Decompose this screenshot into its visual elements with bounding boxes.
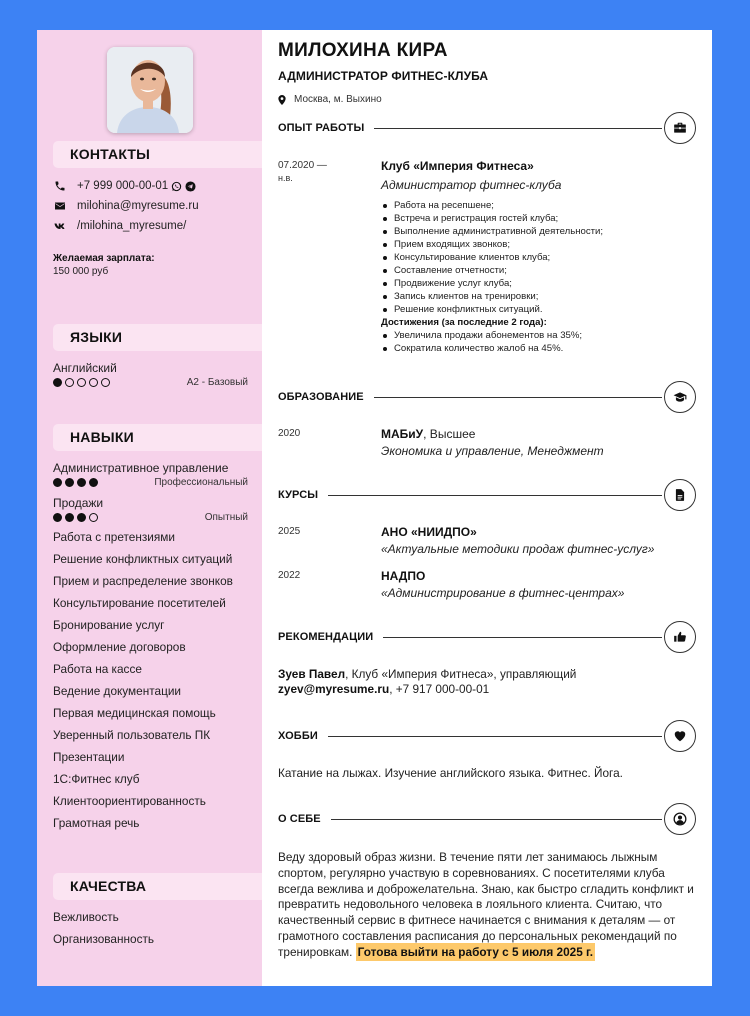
divider-line: [374, 397, 662, 398]
specialty: Экономика и управление, Менеджмент: [381, 444, 604, 458]
skill-item: Уверенный пользователь ПК: [53, 728, 211, 742]
salary-label: Желаемая зарплата:: [53, 253, 155, 264]
duty-item: Консультирование клиентов клуба;: [381, 251, 701, 264]
location: [278, 94, 382, 105]
user-circle-icon: [664, 803, 696, 835]
recommender-email[interactable]: zyev@myresume.ru: [278, 682, 390, 696]
recommender-details: , Клуб «Империя Фитнеса», управляющий: [345, 667, 577, 681]
map-pin-icon: [278, 95, 286, 105]
telegram-icon[interactable]: [185, 181, 196, 192]
rating-dot-empty: [101, 378, 110, 387]
language-level: A2 - Базовый: [186, 376, 248, 388]
recommender-name: Зуев Павел: [278, 667, 346, 681]
skill-item: Работа на кассе: [53, 662, 142, 676]
achievement-item: Сократила количество жалоб на 45%.: [381, 342, 701, 355]
location-text: Москва, м. Выхино: [294, 94, 382, 105]
rating-dot-filled: [65, 513, 74, 522]
duty-item: Составление отчетности;: [381, 264, 701, 277]
email-row[interactable]: [53, 196, 248, 216]
languages-block: [53, 361, 248, 389]
date-start: 07.2020 —: [278, 160, 327, 171]
profile-photo: [107, 47, 193, 133]
skill-name: Продажи: [53, 496, 104, 510]
skills-list: [53, 526, 248, 834]
divider-line: [374, 128, 662, 129]
duty-item: Работа на ресепшене;: [381, 199, 701, 212]
quality-item: Вежливость: [53, 910, 119, 924]
education-section-header: [278, 381, 696, 413]
thumbs-up-icon: [664, 621, 696, 653]
skill-level-row: [53, 475, 248, 489]
salary-value: 150 000 руб: [53, 266, 109, 277]
rating-dot-filled: [53, 478, 62, 487]
contacts-header: КОНТАКТЫ: [53, 141, 262, 168]
skill-item: Презентации: [53, 750, 125, 764]
divider-line: [328, 495, 662, 496]
skill-name: Административное управление: [53, 461, 229, 475]
course-details: [381, 569, 701, 601]
candidate-position: АДМИНИСТРАТОР ФИТНЕС-КЛУБА: [278, 69, 489, 83]
whatsapp-icon[interactable]: [171, 181, 182, 192]
recommender-phone: , +7 917 000-00-01: [389, 682, 490, 696]
company-name: Клуб «Империя Фитнеса»: [381, 159, 534, 173]
candidate-name: МИЛОХИНА КИРА: [278, 40, 448, 61]
education-details: [381, 427, 701, 459]
recommendation: [278, 667, 698, 697]
phone-row[interactable]: [53, 176, 248, 196]
quality-item: Организованность: [53, 932, 155, 946]
rating-dot-filled: [77, 478, 86, 487]
job-role: Администратор фитнес-клуба: [381, 178, 562, 192]
skill-item: Клиентоориентированность: [53, 794, 206, 808]
qualities-header: КАЧЕСТВА: [53, 873, 262, 900]
about-text: [278, 850, 698, 961]
languages-header: ЯЗЫКИ: [53, 324, 262, 351]
briefcase-icon: [664, 112, 696, 144]
rating-dot-empty: [77, 378, 86, 387]
section-title: О СЕБЕ: [278, 813, 321, 825]
duty-item: Решение конфликтных ситуаций.: [381, 303, 701, 316]
divider-line: [328, 736, 662, 737]
availability-highlight: Готова выйти на работу с 5 июля 2025 г.: [357, 944, 594, 959]
recommender-line: [278, 667, 698, 682]
experience-details: [381, 159, 701, 355]
courses-section-header: [278, 479, 696, 511]
hobbies-text: Катание на лыжах. Изучение английского языка. Фитнес. Йога.: [278, 766, 623, 780]
skill-item: Ведение документации: [53, 684, 182, 698]
recommendations-section-header: [278, 621, 696, 653]
skills-block: [53, 461, 248, 834]
skill-rating: [53, 478, 98, 487]
skills-header: НАВЫКИ: [53, 424, 262, 451]
rating-dot-empty: [65, 378, 74, 387]
email-address: milohina@myresume.ru: [77, 200, 199, 212]
profile-photo-illustration: [107, 47, 193, 133]
envelope-icon: [53, 199, 67, 213]
experience-dates: [278, 159, 358, 185]
skill-item: Прием и распределение звонков: [53, 574, 233, 588]
section-title: ХОББИ: [278, 730, 318, 742]
course-org: АНО «НИИДПО»: [381, 525, 477, 539]
phone-icon: [53, 179, 67, 193]
language-rating: [53, 378, 110, 387]
course-name: «Администрирование в фитнес-центрах»: [381, 586, 625, 600]
course-org: НАДПО: [381, 569, 426, 583]
language-level-row: [53, 375, 248, 389]
divider-line: [331, 819, 662, 820]
hobbies-section-header: [278, 720, 696, 752]
duties-list: [381, 199, 701, 316]
skill-rating: [53, 513, 98, 522]
skill-level-row: [53, 510, 248, 524]
institution: [381, 427, 701, 442]
course-details: [381, 525, 701, 557]
course-year: 2025: [278, 526, 301, 537]
experience-section-header: [278, 112, 696, 144]
skill-item: Работа с претензиями: [53, 530, 175, 544]
document-icon: [664, 479, 696, 511]
skill-item: Решение конфликтных ситуаций: [53, 552, 233, 566]
rating-dot-filled: [77, 513, 86, 522]
duty-item: Встреча и регистрация гостей клуба;: [381, 212, 701, 225]
achievements-title: Достижения (за последние 2 года):: [381, 317, 547, 328]
section-title: ОБРАЗОВАНИЕ: [278, 391, 364, 403]
institution-name: МАБиУ: [381, 427, 424, 441]
heart-icon: [664, 720, 696, 752]
duty-item: Продвижение услуг клуба;: [381, 277, 701, 290]
divider-line: [383, 637, 662, 638]
section-title: ОПЫТ РАБОТЫ: [278, 122, 365, 134]
rating-dot-filled: [53, 378, 62, 387]
rating-dot-filled: [53, 513, 62, 522]
resume-page: [37, 30, 712, 986]
rating-dot-filled: [65, 478, 74, 487]
skill-item: Первая медицинская помощь: [53, 706, 216, 720]
skill-item: Оформление договоров: [53, 640, 186, 654]
skill-item: Грамотная речь: [53, 816, 140, 830]
course-name: «Актуальные методики продаж фитнес-услуг»: [381, 542, 655, 556]
skill-item: 1С:Фитнес клуб: [53, 772, 140, 786]
vk-row[interactable]: [53, 216, 248, 236]
skill-level: Профессиональный: [154, 476, 248, 488]
sidebar: [37, 30, 262, 986]
vk-icon: [53, 219, 67, 233]
vk-handle: /milohina_myresume/: [77, 220, 187, 232]
duty-item: Запись клиентов на тренировки;: [381, 290, 701, 303]
main-content: [262, 30, 712, 986]
date-end: н.в.: [278, 173, 293, 183]
duty-item: Прием входящих звонков;: [381, 238, 701, 251]
skill-item: Бронирование услуг: [53, 618, 165, 632]
rating-dot-filled: [89, 478, 98, 487]
graduation-cap-icon: [664, 381, 696, 413]
rating-dot-empty: [89, 513, 98, 522]
education-year: 2020: [278, 428, 301, 439]
skill-level: Опытный: [204, 511, 248, 523]
degree-level: , Высшее: [423, 427, 476, 441]
about-section-header: [278, 803, 696, 835]
phone-number: +7 999 000-00-01: [77, 180, 169, 192]
achievement-item: Увеличила продажи абонементов на 35%;: [381, 329, 701, 342]
recommender-contacts: [278, 682, 698, 697]
section-title: РЕКОМЕНДАЦИИ: [278, 631, 374, 643]
contacts-block: [53, 176, 248, 277]
language-name: Английский: [53, 361, 117, 375]
course-year: 2022: [278, 570, 301, 581]
qualities-list: [53, 906, 248, 950]
rating-dot-empty: [89, 378, 98, 387]
duty-item: Выполнение административной деятельности;: [381, 225, 701, 238]
about-paragraph: Веду здоровый образ жизни. В течение пяти лет занимаюсь лыжным спортом, регулярно участвую в соревнованиях. С посетителями клуба всегда вежлива и доброжелательна. Знаю, как быстро сгладить конфликт и превратить недовольного человека в лояльного клиента. Считаю, что качественный сервис в фитнесе начинается с внимания к деталям — от грамотного составления расписания до персональных рекомендаций по тренировкам.: [278, 850, 694, 959]
section-title: КУРСЫ: [278, 489, 319, 501]
skill-item: Консультирование посетителей: [53, 596, 226, 610]
achievements-list: [381, 329, 701, 355]
